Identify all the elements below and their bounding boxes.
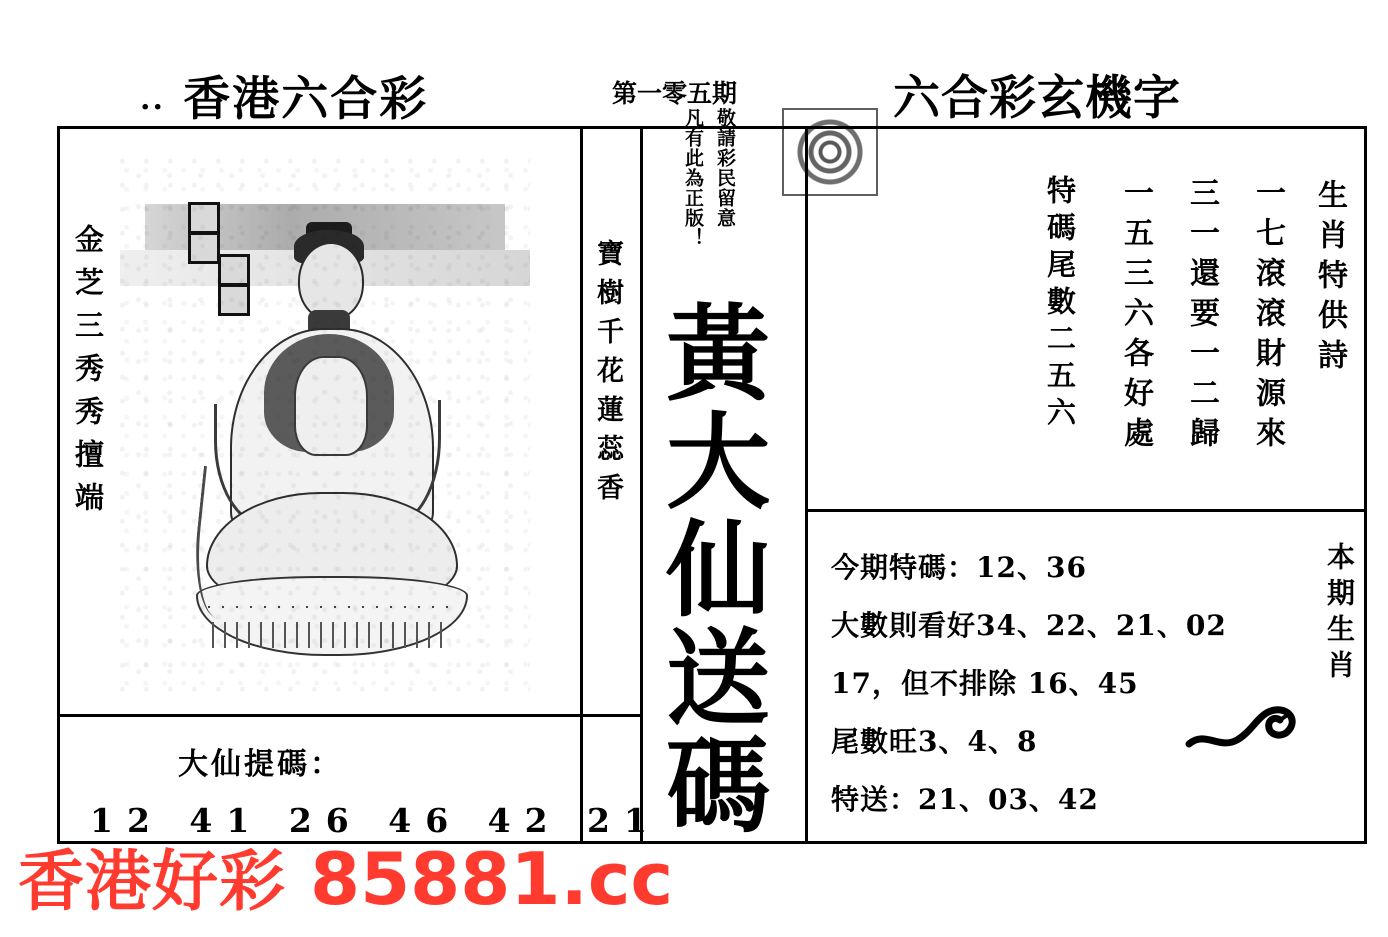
figure-head bbox=[298, 242, 364, 320]
deity-illustration bbox=[120, 154, 530, 694]
issue-number: 第一零五期 bbox=[612, 79, 738, 108]
poem-heading: 生肖特供詩 bbox=[1312, 179, 1347, 379]
poem-line-2: 三一還要一二歸 bbox=[1184, 177, 1219, 457]
notice-col-2: 凡有此為正版！ bbox=[682, 108, 704, 248]
zodiac-poem-panel bbox=[805, 129, 1367, 509]
prediction-line-1: 今期特碼：12、36 bbox=[831, 551, 1087, 584]
tip-label: 大仙提碼： bbox=[178, 747, 343, 782]
main-headline: 黃大仙送碼 bbox=[648, 299, 772, 839]
prediction-line-3: 17，但不排除 16、45 bbox=[831, 667, 1139, 700]
snake-icon bbox=[1185, 690, 1305, 780]
tip-numbers: 12 41 26 46 42 21 bbox=[90, 801, 661, 840]
title-left-text: 香港六合彩 bbox=[183, 72, 429, 127]
zodiac-label: 本期生肖 bbox=[1323, 542, 1356, 686]
notice-col-1: 敬請彩民留意 bbox=[714, 108, 736, 228]
prediction-line-2: 大數則看好34、22、21、02 bbox=[831, 609, 1227, 642]
page-header bbox=[0, 28, 1388, 127]
divider-vertical-2 bbox=[640, 129, 643, 841]
divider-horizontal-left bbox=[60, 714, 640, 717]
left-side-verse: 金芝三秀秀擅端 bbox=[71, 224, 105, 525]
poem-line-3: 一五三六各好處 bbox=[1118, 177, 1153, 457]
page-title-left bbox=[140, 62, 428, 129]
poem-line-4: 特碼尾數二五六 bbox=[1043, 175, 1077, 434]
watermark-number: 85881.cc bbox=[309, 837, 674, 921]
prediction-panel bbox=[805, 512, 1367, 844]
page-title-right: 六合彩玄機字 bbox=[893, 71, 1181, 126]
site-watermark bbox=[18, 828, 673, 923]
main-frame bbox=[57, 126, 1367, 844]
prediction-line-5: 特送：21、03、42 bbox=[831, 783, 1099, 816]
divider-vertical-1 bbox=[580, 129, 583, 841]
poem-line-1: 一七滾滾財源來 bbox=[1250, 177, 1285, 457]
title-dots: .. bbox=[140, 82, 165, 117]
illustration-caption: 寶樹千花蓮蕊香 bbox=[592, 239, 623, 512]
figure-inner-robe bbox=[294, 356, 368, 456]
prediction-line-4: 尾數旺3、4、8 bbox=[831, 725, 1038, 758]
watermark-text: 香港好彩 bbox=[18, 843, 286, 920]
seated-deity-figure bbox=[190, 224, 470, 679]
